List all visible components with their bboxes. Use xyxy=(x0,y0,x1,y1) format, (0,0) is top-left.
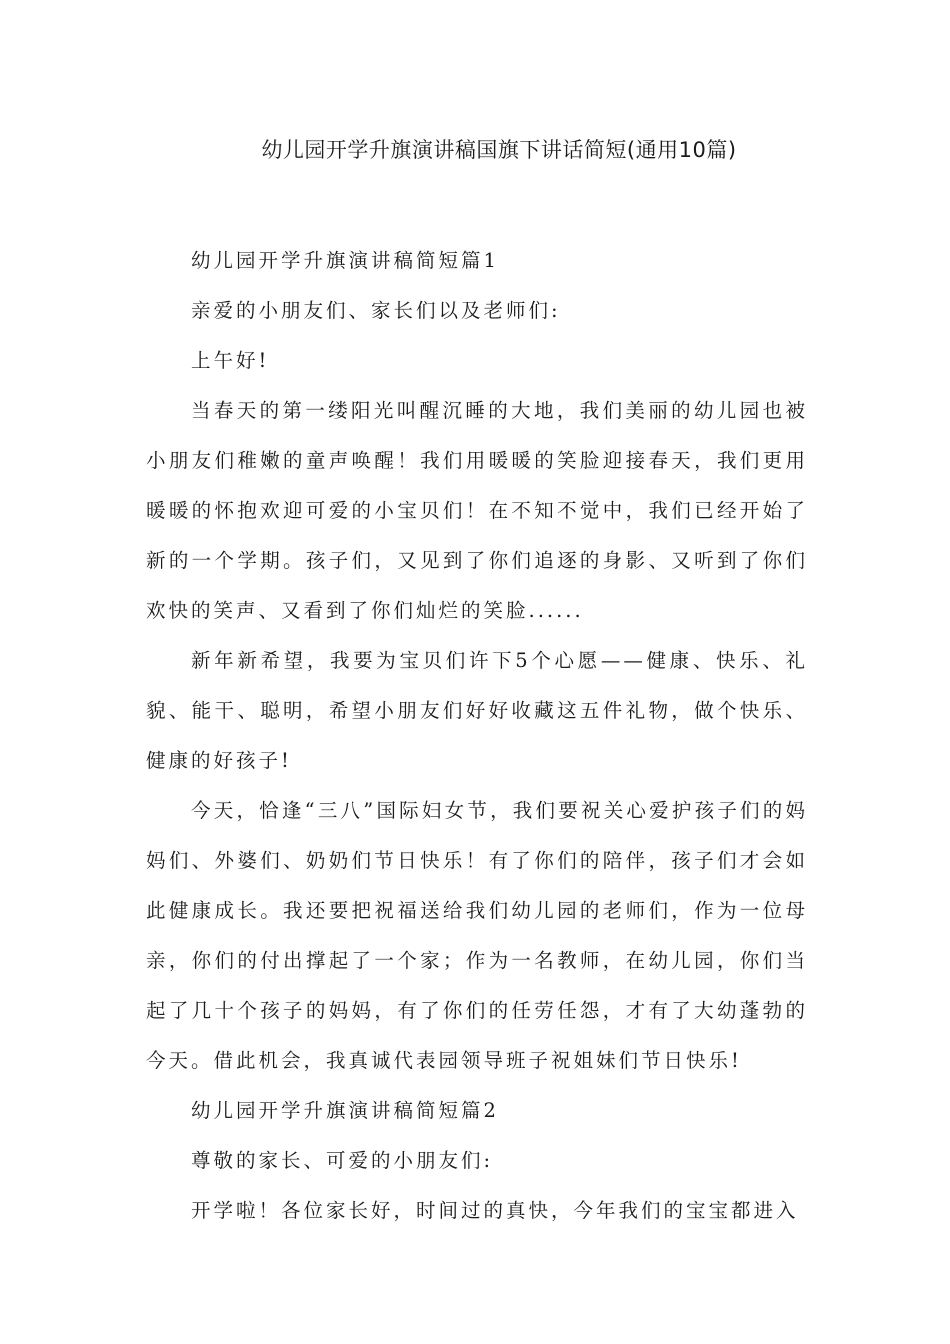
salutation-1: 亲爱的小朋友们、家长们以及老师们: xyxy=(191,299,561,322)
greeting: 上午好! xyxy=(191,349,270,372)
paragraph-wishes: 新年新希望，我要为宝贝们许下5个心愿——健康、快乐、礼貌、能干、聪明，希望小朋友们好好收藏这五件礼物，做个快乐、健康的好孩子! xyxy=(146,649,808,772)
paragraph-spring: 当春天的第一缕阳光叫醒沉睡的大地，我们美丽的幼儿园也被小朋友们稚嫩的童声唤醒！我们用暖暖的笑脸迎接春天，我们更用暖暖的怀抱欢迎可爱的小宝贝们！在不知不觉中，我们已经开始了新的一个学期。孩子们，又见到了你们追逐的身影、又听到了你们欢快的笑声、又看到了你们灿烂的笑脸...... xyxy=(146,399,808,622)
document-body xyxy=(146,236,808,1236)
section-heading-1: 幼儿园开学升旗演讲稿简短篇1 xyxy=(191,249,499,272)
section-heading-2: 幼儿园开学升旗演讲稿简短篇2 xyxy=(191,1099,499,1122)
document-title: 幼儿园开学升旗演讲稿国旗下讲话简短(通用10篇) xyxy=(261,138,737,162)
salutation-2: 尊敬的家长、可爱的小朋友们: xyxy=(191,1149,494,1172)
paragraph-womens-day: 今天，恰逢“三八”国际妇女节，我们要祝关心爱护孩子们的妈妈们、外婆们、奶奶们节日快乐！有了你们的陪伴，孩子们才会如此健康成长。我还要把祝福送给我们幼儿园的老师们，作为一位母亲，你们的付出撑起了一个家；作为一名教师，在幼儿园，你们当起了几十个孩子的妈妈，有了你们的任劳任怨，才有了大幼蓬勃的今天。借此机会，我真诚代表园领导班子祝姐妹们节日快乐! xyxy=(146,799,808,1072)
paragraph-school-start: 开学啦！各位家长好，时间过的真快，今年我们的宝宝都进入 xyxy=(191,1199,799,1222)
